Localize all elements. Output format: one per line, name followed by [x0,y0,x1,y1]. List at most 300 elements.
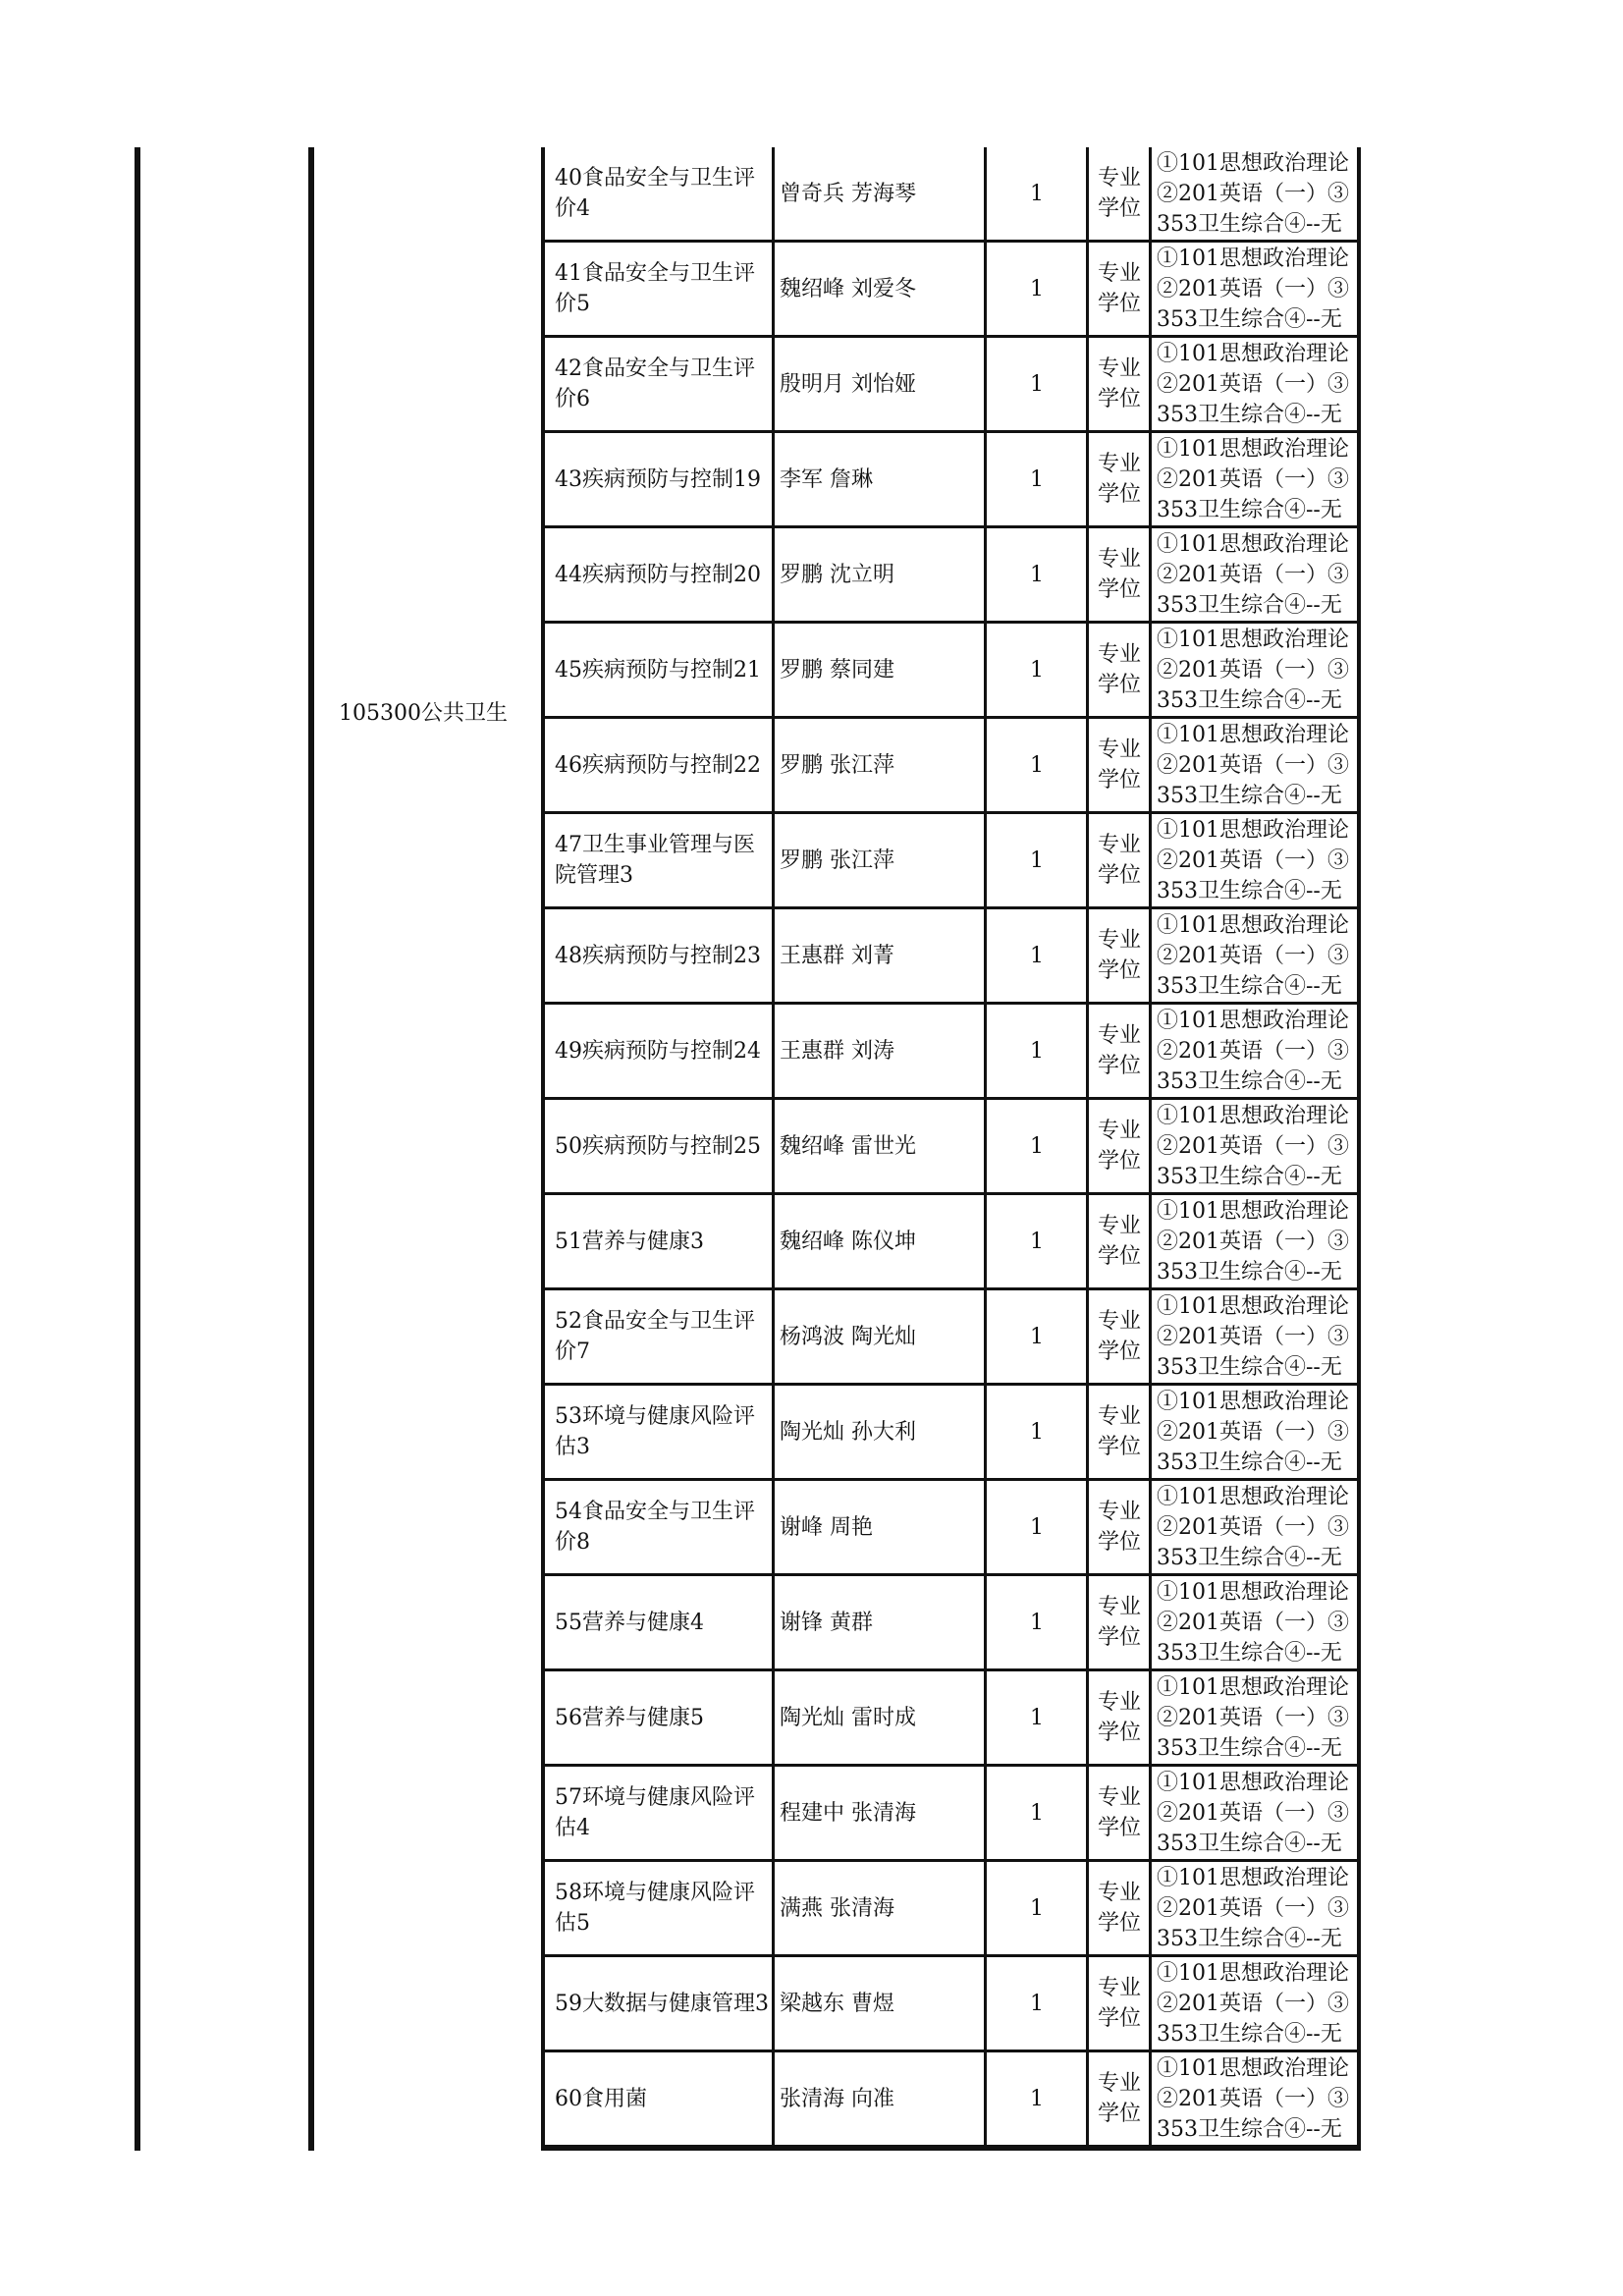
research-direction: 49疾病预防与控制24 [555,1038,761,1064]
column-divider [1086,1957,1089,2052]
degree-type-cell [1090,719,1149,811]
degree-type: 专业学位 [1097,928,1141,983]
research-direction: 51营养与健康3 [555,1229,704,1254]
table-row [545,338,1357,433]
enrollment-count-cell [988,1957,1086,2050]
table-row [545,1195,1357,1290]
enrollment-count: 1 [1030,943,1044,968]
research-direction-cell [551,1481,772,1573]
degree-type-cell [1090,528,1149,621]
column-divider [772,1005,775,1100]
column-divider [1086,338,1089,433]
exam-subjects-cell [1153,624,1357,716]
enrollment-count: 1 [1030,1800,1044,1826]
research-direction: 46疾病预防与控制22 [555,752,761,778]
table-row [545,1767,1357,1862]
degree-type: 专业学位 [1097,1595,1141,1650]
exam-subjects-cell [1153,1862,1357,1954]
degree-type-cell [1090,814,1149,906]
table-row [545,719,1357,814]
major-name: 105300公共卫生 [339,701,508,726]
column-divider [772,1862,775,1957]
table-row [545,1100,1357,1195]
column-divider [984,909,987,1005]
degree-type-cell [1090,1767,1149,1859]
tutor-names: 张清海 向准 [780,2086,894,2111]
tutor-names: 梁越东 曹煜 [780,1991,894,2016]
table-row [545,814,1357,909]
column-divider [984,433,987,528]
degree-type-cell [1090,1386,1149,1478]
column-divider [1086,1386,1089,1481]
exam-subjects: ①101思想政治理论②201英语（一）③353卫生综合④--无 [1157,1390,1349,1475]
degree-type: 专业学位 [1097,547,1141,602]
degree-type: 专业学位 [1097,452,1141,507]
column-divider [772,1386,775,1481]
column-divider [772,1671,775,1767]
enrollment-count-cell [988,147,1086,240]
enrollment-count: 1 [1030,1895,1044,1921]
column-divider [1086,2052,1089,2148]
column-divider [1149,719,1152,814]
degree-type: 专业学位 [1097,1690,1141,1745]
enrollment-count-cell [988,1767,1086,1859]
column-divider [1149,433,1152,528]
enrollment-count-cell [988,1195,1086,1287]
column-divider [772,243,775,338]
tutor-names-cell [776,1386,984,1478]
enrollment-count: 1 [1030,466,1044,492]
research-direction: 53环境与健康风险评估3 [555,1404,755,1459]
column-divider [1086,1767,1089,1862]
column-divider [772,433,775,528]
tutor-names: 罗鹏 沈立明 [780,562,894,587]
exam-subjects: ①101思想政治理论②201英语（一）③353卫生综合④--无 [1157,1009,1349,1094]
column-divider [772,1195,775,1290]
table-row [545,1481,1357,1576]
degree-type: 专业学位 [1097,1500,1141,1555]
enrollment-count: 1 [1030,1038,1044,1064]
research-direction-cell [551,814,772,906]
tutor-names-cell [776,1957,984,2050]
research-direction-cell [551,338,772,430]
column-divider [772,338,775,433]
column-divider [1086,433,1089,528]
tutor-names: 杨鸿波 陶光灿 [780,1324,916,1349]
column-divider [1149,909,1152,1005]
degree-type-cell [1090,243,1149,335]
exam-subjects: ①101思想政治理论②201英语（一）③353卫生综合④--无 [1157,151,1349,237]
table-row [545,1005,1357,1100]
research-direction-cell [551,1862,772,1954]
tutor-names: 罗鹏 张江萍 [780,847,894,873]
tutor-names: 魏绍峰 陈仪坤 [780,1229,916,1254]
enrollment-count-cell [988,338,1086,430]
tutor-names: 谢锋 黄群 [780,1610,873,1635]
degree-type: 专业学位 [1097,738,1141,793]
degree-type-cell [1090,1957,1149,2050]
column-divider [984,1767,987,1862]
table-row [545,243,1357,338]
degree-type-cell [1090,624,1149,716]
column-divider [1086,528,1089,624]
column-divider [772,1100,775,1195]
enrollment-count-cell [988,1290,1086,1383]
column-divider [1149,1481,1152,1576]
tutor-names-cell [776,624,984,716]
enrollment-count-cell [988,2052,1086,2145]
research-direction-cell [551,1100,772,1192]
column-divider [984,1671,987,1767]
enrollment-count-cell [988,1386,1086,1478]
column-divider [984,719,987,814]
table-row [545,2052,1357,2148]
column-divider [1149,147,1152,243]
tutor-names-cell [776,719,984,811]
research-direction-cell [551,1767,772,1859]
exam-subjects-cell [1153,1957,1357,2050]
degree-type: 专业学位 [1097,1119,1141,1174]
enrollment-count: 1 [1030,1229,1044,1254]
research-direction-cell [551,433,772,525]
research-direction-cell [551,1957,772,2050]
column-divider [772,1767,775,1862]
research-direction-cell [551,1290,772,1383]
table-row [545,528,1357,624]
degree-type: 专业学位 [1097,833,1141,888]
enrollment-count-cell [988,814,1086,906]
degree-type-cell [1090,1100,1149,1192]
table-row [545,1386,1357,1481]
tutor-names-cell [776,1481,984,1573]
column-divider [772,1481,775,1576]
tutor-names: 李军 詹琳 [780,466,873,492]
research-direction-cell [551,1576,772,1668]
tutor-names: 殷明月 刘怡娅 [780,371,916,397]
column-divider [1086,1576,1089,1671]
column-divider [1086,909,1089,1005]
research-direction-cell [551,147,772,240]
enrollment-count: 1 [1030,1133,1044,1159]
column-divider [772,719,775,814]
exam-subjects-cell [1153,1100,1357,1192]
column-divider [984,338,987,433]
column-divider [984,243,987,338]
degree-type: 专业学位 [1097,1023,1141,1078]
exam-subjects-cell [1153,1767,1357,1859]
degree-type-cell [1090,338,1149,430]
research-direction: 41食品安全与卫生评价5 [555,261,755,316]
research-direction-cell [551,1005,772,1097]
research-direction-cell [551,1386,772,1478]
enrollment-count: 1 [1030,276,1044,301]
column-divider [1149,1100,1152,1195]
tutor-names: 曾奇兵 芳海琴 [780,181,916,206]
exam-subjects-cell [1153,528,1357,621]
tutor-names: 魏绍峰 雷世光 [780,1133,916,1159]
table-row [545,147,1357,243]
tutor-names-cell [776,147,984,240]
enrollment-count-cell [988,1862,1086,1954]
enrollment-count-cell [988,528,1086,621]
degree-type-cell [1090,1671,1149,1764]
research-direction: 59大数据与健康管理3 [555,1991,769,2016]
exam-subjects: ①101思想政治理论②201英语（一）③353卫生综合④--无 [1157,628,1349,713]
tutor-names: 陶光灿 雷时成 [780,1705,916,1730]
column-divider [772,1290,775,1386]
tutor-names-cell [776,338,984,430]
degree-type-cell [1090,1005,1149,1097]
exam-subjects: ①101思想政治理论②201英语（一）③353卫生综合④--无 [1157,342,1349,427]
column-divider [984,528,987,624]
exam-subjects: ①101思想政治理论②201英语（一）③353卫生综合④--无 [1157,1771,1349,1856]
exam-subjects-cell [1153,719,1357,811]
tutor-names: 王惠群 刘菁 [780,943,894,968]
column-divider [1086,814,1089,909]
column-divider [1086,624,1089,719]
column-divider [1149,338,1152,433]
row-divider [545,2145,1357,2148]
column-divider [1149,1671,1152,1767]
research-direction: 45疾病预防与控制21 [555,657,761,683]
enrollment-count: 1 [1030,371,1044,397]
exam-subjects: ①101思想政治理论②201英语（一）③353卫生综合④--无 [1157,1104,1349,1189]
tutor-names: 罗鹏 蔡同建 [780,657,894,683]
table-column-border [308,147,314,2151]
exam-subjects-cell [1153,1481,1357,1573]
tutor-names-cell [776,433,984,525]
column-divider [1149,1957,1152,2052]
column-divider [1149,1767,1152,1862]
enrollment-count-cell [988,909,1086,1002]
tutor-names-cell [776,1005,984,1097]
column-divider [1149,1576,1152,1671]
degree-type: 专业学位 [1097,166,1141,221]
column-divider [1149,624,1152,719]
column-divider [1149,1195,1152,1290]
exam-subjects-cell [1153,2052,1357,2145]
column-divider [984,1290,987,1386]
table-row [545,1671,1357,1767]
exam-subjects: ①101思想政治理论②201英语（一）③353卫生综合④--无 [1157,1199,1349,1285]
exam-subjects-cell [1153,1671,1357,1764]
tutor-names: 魏绍峰 刘爱冬 [780,276,916,301]
exam-subjects-cell [1153,147,1357,240]
research-direction: 57环境与健康风险评估4 [555,1785,755,1840]
column-divider [1149,1386,1152,1481]
tutor-names-cell [776,1862,984,1954]
research-direction: 60食用菌 [555,2086,647,2111]
tutor-names-cell [776,814,984,906]
enrollment-count-cell [988,1100,1086,1192]
column-divider [984,2052,987,2148]
exam-subjects: ①101思想政治理论②201英语（一）③353卫生综合④--无 [1157,1294,1349,1380]
research-direction: 48疾病预防与控制23 [555,943,761,968]
exam-subjects: ①101思想政治理论②201英语（一）③353卫生综合④--无 [1157,1485,1349,1570]
exam-subjects: ①101思想政治理论②201英语（一）③353卫生综合④--无 [1157,913,1349,999]
tutor-names-cell [776,1290,984,1383]
research-direction: 50疾病预防与控制25 [555,1133,761,1159]
column-divider [984,147,987,243]
research-direction-cell [551,624,772,716]
column-divider [1149,1290,1152,1386]
exam-subjects-cell [1153,1195,1357,1287]
degree-type-cell [1090,2052,1149,2145]
enrollment-count: 1 [1030,1514,1044,1540]
tutor-names-cell [776,1576,984,1668]
exam-subjects-cell [1153,1290,1357,1383]
tutor-names: 陶光灿 孙大利 [780,1419,916,1445]
exam-subjects: ①101思想政治理论②201英语（一）③353卫生综合④--无 [1157,1866,1349,1951]
column-divider [1149,1005,1152,1100]
degree-type: 专业学位 [1097,1785,1141,1840]
research-direction: 47卫生事业管理与医院管理3 [555,833,755,888]
degree-type-cell [1090,1290,1149,1383]
enrollment-count-cell [988,243,1086,335]
column-divider [1086,243,1089,338]
tutor-names-cell [776,528,984,621]
exam-subjects-cell [1153,338,1357,430]
column-divider [984,1957,987,2052]
column-divider [1149,1862,1152,1957]
research-direction: 52食品安全与卫生评价7 [555,1309,755,1364]
column-divider [1086,1195,1089,1290]
table-row [545,624,1357,719]
column-divider [772,147,775,243]
column-divider [1086,719,1089,814]
column-divider [984,1862,987,1957]
enrollment-count: 1 [1030,847,1044,873]
exam-subjects-cell [1153,1386,1357,1478]
column-divider [1149,814,1152,909]
enrollment-count: 1 [1030,181,1044,206]
exam-subjects-cell [1153,433,1357,525]
tutor-names: 谢峰 周艳 [780,1514,873,1540]
column-divider [984,1005,987,1100]
enrollment-count: 1 [1030,2086,1044,2111]
tutor-names-cell [776,1671,984,1764]
column-divider [1086,1005,1089,1100]
exam-subjects: ①101思想政治理论②201英语（一）③353卫生综合④--无 [1157,1675,1349,1761]
tutor-names-cell [776,1100,984,1192]
column-divider [772,624,775,719]
column-divider [1086,1481,1089,1576]
exam-subjects-cell [1153,1005,1357,1097]
column-divider [772,909,775,1005]
exam-subjects-cell [1153,243,1357,335]
enrollment-count-cell [988,624,1086,716]
column-divider [1149,2052,1152,2148]
column-divider [1086,1290,1089,1386]
enrollment-count: 1 [1030,752,1044,778]
degree-type-cell [1090,433,1149,525]
tutor-names-cell [776,909,984,1002]
degree-type-cell [1090,1195,1149,1287]
degree-type: 专业学位 [1097,642,1141,697]
enrollment-count-cell [988,1576,1086,1668]
research-direction: 44疾病预防与控制20 [555,562,761,587]
enrollment-count: 1 [1030,1419,1044,1445]
degree-type: 专业学位 [1097,1404,1141,1459]
exam-subjects: ①101思想政治理论②201英语（一）③353卫生综合④--无 [1157,2056,1349,2142]
column-divider [1086,1862,1089,1957]
enrollment-count-cell [988,433,1086,525]
exam-subjects: ①101思想政治理论②201英语（一）③353卫生综合④--无 [1157,1580,1349,1666]
exam-subjects: ①101思想政治理论②201英语（一）③353卫生综合④--无 [1157,1961,1349,2047]
table-row [545,1957,1357,2052]
research-direction-cell [551,719,772,811]
enrollment-count: 1 [1030,562,1044,587]
degree-type-cell [1090,909,1149,1002]
enrollment-count-cell [988,1481,1086,1573]
degree-type: 专业学位 [1097,1881,1141,1936]
research-direction: 55营养与健康4 [555,1610,704,1635]
research-direction-cell [551,2052,772,2145]
column-divider [1149,528,1152,624]
column-divider [984,1100,987,1195]
tutor-names: 程建中 张清海 [780,1800,916,1826]
column-divider [984,814,987,909]
research-direction: 56营养与健康5 [555,1705,704,1730]
column-divider [772,528,775,624]
research-direction-cell [551,1195,772,1287]
research-direction-cell [551,243,772,335]
exam-subjects: ①101思想政治理论②201英语（一）③353卫生综合④--无 [1157,723,1349,808]
degree-type: 专业学位 [1097,2071,1141,2126]
enrollment-count-cell [988,1671,1086,1764]
degree-type-cell [1090,1862,1149,1954]
tutor-names-cell [776,1767,984,1859]
column-divider [1086,1100,1089,1195]
column-divider [984,1386,987,1481]
degree-type: 专业学位 [1097,1214,1141,1269]
enrollment-count-cell [988,719,1086,811]
column-divider [772,814,775,909]
enrollment-count-cell [988,1005,1086,1097]
table-left-border [135,147,140,2151]
enrollment-count: 1 [1030,1610,1044,1635]
research-direction: 43疾病预防与控制19 [555,466,761,492]
degree-type-cell [1090,1481,1149,1573]
degree-type: 专业学位 [1097,1309,1141,1364]
tutor-names: 王惠群 刘涛 [780,1038,894,1064]
column-divider [1149,243,1152,338]
enrollment-count: 1 [1030,1991,1044,2016]
table-row [545,433,1357,528]
degree-type-cell [1090,1576,1149,1668]
research-direction-cell [551,528,772,621]
enrollment-count: 1 [1030,1324,1044,1349]
table-row [545,1290,1357,1386]
exam-subjects: ①101思想政治理论②201英语（一）③353卫生综合④--无 [1157,246,1349,332]
degree-type-cell [1090,147,1149,240]
table-row [545,1862,1357,1957]
enrollment-count: 1 [1030,1705,1044,1730]
research-direction-cell [551,909,772,1002]
tutor-names: 满燕 张清海 [780,1895,894,1921]
program-table [541,147,1361,2151]
degree-type: 专业学位 [1097,1976,1141,2031]
research-direction-cell [551,1671,772,1764]
column-divider [772,2052,775,2148]
research-direction: 40食品安全与卫生评价4 [555,166,755,221]
exam-subjects: ①101思想政治理论②201英语（一）③353卫生综合④--无 [1157,818,1349,903]
tutor-names-cell [776,243,984,335]
exam-subjects-cell [1153,814,1357,906]
table-row [545,909,1357,1005]
exam-subjects: ①101思想政治理论②201英语（一）③353卫生综合④--无 [1157,532,1349,618]
degree-type: 专业学位 [1097,261,1141,316]
